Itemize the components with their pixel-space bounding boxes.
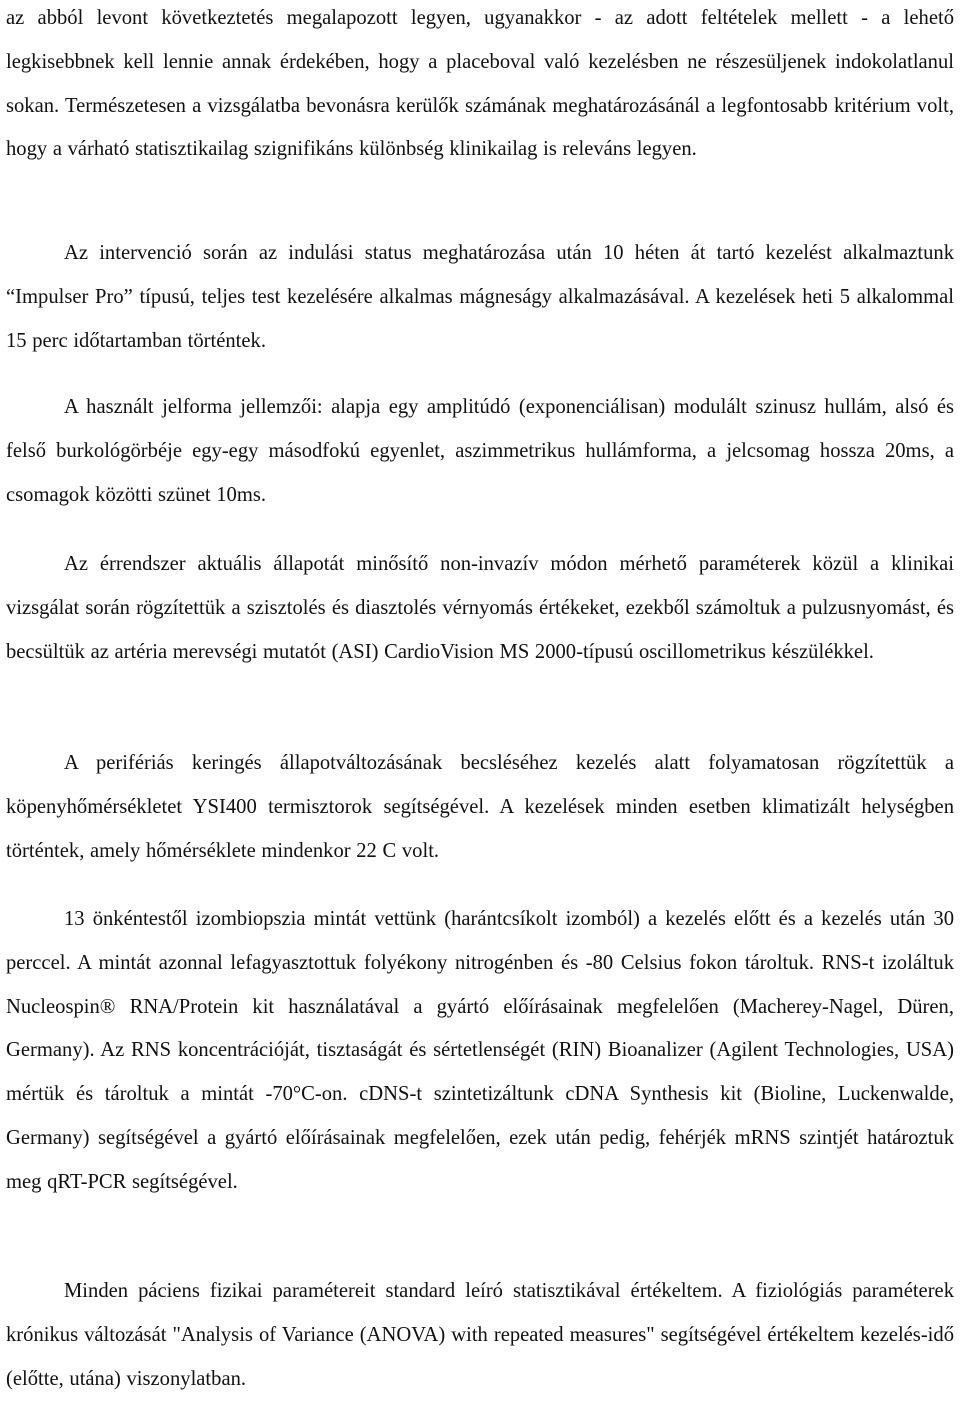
paragraph-vascular-parameters: Az érrendszer aktuális állapotát minősítő non-invazív módon mérhető paraméterek közül a klinikai vizsgálat során rögzítettük a szisztolés és diasztolés vérnyomás értékeket, ezekből számoltuk a pulzusnyomást, és becsültük az artéria merevségi mutatót (ASI) CardioVision MS 2000-típusú oscillometrikus készülékkel. [6,553,954,663]
paragraph-sample-size: az abból levont következtetés megalapozott legyen, ugyanakkor - az adott feltételek mellett - a lehető legkisebbnek kell lennie annak érdekében, hogy a placeboval való kezelésben ne részesüljenek indokolatlanul sokan. Természetesen a vizsgálatba bevonásra kerülők számának meghatározásánál a legfontosabb kritérium volt, hogy a várható statisztikailag szignifikáns különbség klinikailag is releváns legyen. [6,7,954,161]
paragraph-muscle-biopsy: 13 önkéntestől izombiopszia mintát vettünk (harántcsíkolt izomból) a kezelés előtt és a kezelés után 30 perccel. A mintát azonnal lefagyasztottuk folyékony nitrogénben és -80 Celsius fokon tároltuk. RNS-t izoláltuk Nucleospin® RNA/Protein kit használatával a gyártó előírásainak megfelelően (Macherey-Nagel, Düren, Germany). Az RNS koncentrációját, tisztaságát és sértetlenségét (RIN) Bioanalizer (Agilent Technologies, USA) mértük és tároltuk a mintát -70°C-on. cDNS-t szintetizáltunk cDNA Synthesis kit (Bioline, Luckenwalde, Germany) segítségével a gyártó előírásainak megfelelően, ezek után pedig, fehérjék mRNS szintjét határoztuk meg qRT-PCR segítségével. [6,908,954,1193]
paragraph-intervention: Az intervenció során az indulási status meghatározása után 10 héten át tartó kezelést alkalmaztunk “Impulser Pro” típusú, teljes test kezelésére alkalmas mágneságy alkalmazásával. A kezelések heti 5 alkalommal 15 perc időtartamban történtek. [6,242,954,352]
paragraph-peripheral-circulation: A perifériás keringés állapotváltozásának becsléséhez kezelés alatt folyamatosan rögzítettük a köpenyhőmérsékletet YSI400 termisztorok segítségével. A kezelések minden esetben klimatizált helységben történtek, amely hőmérséklete mindenkor 22 C volt. [6,752,954,862]
paragraph-waveform: A használt jelforma jellemzői: alapja egy amplitúdó (exponenciálisan) modulált szinusz hullám, alsó és felső burkológörbéje egy-egy másodfokú egyenlet, aszimmetrikus hullámforma, a jelcsomag hossza 20ms, a csomagok közötti szünet 10ms. [6,396,954,506]
paragraph-statistics: Minden páciens fizikai paramétereit standard leíró statisztikával értékeltem. A fiziológiás paraméterek krónikus változását "Analysis of Variance (ANOVA) with repeated measures" segítségével értékeltem kezelés-idő (előtte, utána) viszonylatban. [6,1280,954,1390]
